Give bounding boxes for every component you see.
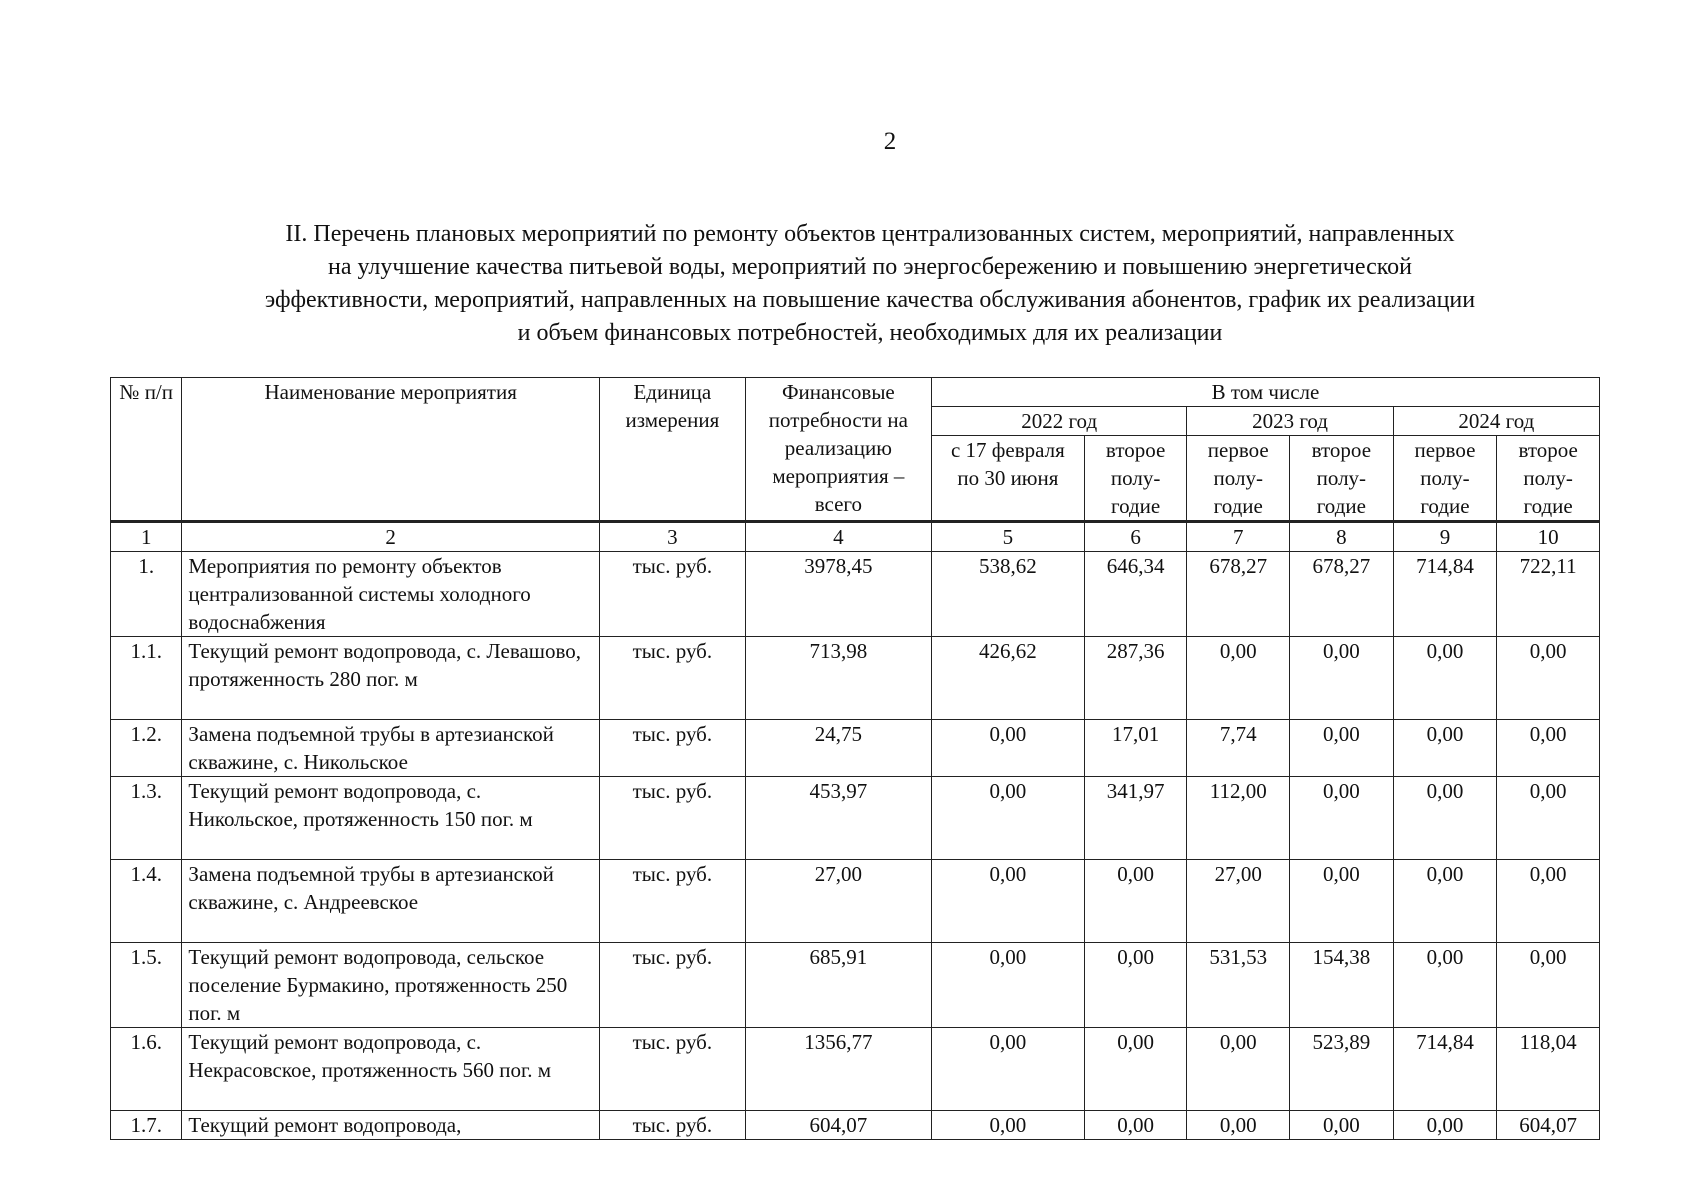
row-num: 1.7. <box>111 1111 182 1140</box>
header-year-2023: 2023 год <box>1187 407 1393 436</box>
table-row <box>111 1111 1600 1140</box>
row-value: 0,00 <box>1187 1111 1290 1140</box>
row-value: 0,00 <box>931 860 1084 943</box>
column-number: 10 <box>1497 522 1600 552</box>
row-total: 27,00 <box>745 860 931 943</box>
header-period-6: второе полу-годие <box>1497 436 1600 522</box>
row-name: Замена подъемной трубы в артезианской скважине, с. Андреевское <box>182 860 600 943</box>
row-value: 118,04 <box>1497 1028 1600 1111</box>
header-finance: Финансовые потребности на реализацию мероприятия – всего <box>745 378 931 522</box>
row-value: 0,00 <box>1497 943 1600 1028</box>
column-number-row <box>111 522 1600 552</box>
row-value: 678,27 <box>1290 552 1394 637</box>
row-total: 453,97 <box>745 777 931 860</box>
row-value: 722,11 <box>1497 552 1600 637</box>
column-number: 2 <box>182 522 600 552</box>
header-period-1: с 17 февраля по 30 июня <box>931 436 1084 522</box>
column-number: 3 <box>599 522 745 552</box>
row-value: 0,00 <box>1290 777 1394 860</box>
row-value: 0,00 <box>1290 637 1394 720</box>
header-period-2: второе полу-годие <box>1084 436 1187 522</box>
title-line: эффективности, мероприятий, направленных на повышение качества обслуживания абонентов, график их реализации <box>264 287 1476 313</box>
row-value: 714,84 <box>1393 1028 1497 1111</box>
row-unit: тыс. руб. <box>599 943 745 1028</box>
table-row <box>111 552 1600 637</box>
table-row <box>111 860 1600 943</box>
row-value: 0,00 <box>1393 777 1497 860</box>
row-value: 27,00 <box>1187 860 1290 943</box>
row-value: 538,62 <box>931 552 1084 637</box>
section-title <box>120 218 1620 350</box>
row-unit: тыс. руб. <box>599 777 745 860</box>
header-year-2022: 2022 год <box>931 407 1187 436</box>
column-number: 7 <box>1187 522 1290 552</box>
row-value: 523,89 <box>1290 1028 1394 1111</box>
header-num: № п/п <box>111 378 182 522</box>
column-number: 9 <box>1393 522 1497 552</box>
row-value: 426,62 <box>931 637 1084 720</box>
row-unit: тыс. руб. <box>599 637 745 720</box>
row-value: 0,00 <box>1393 1111 1497 1140</box>
table-row <box>111 637 1600 720</box>
header-period-3: первое полу-годие <box>1187 436 1290 522</box>
row-value: 0,00 <box>1187 637 1290 720</box>
row-value: 0,00 <box>1497 637 1600 720</box>
row-value: 604,07 <box>1497 1111 1600 1140</box>
table-row <box>111 943 1600 1028</box>
row-total: 24,75 <box>745 720 931 777</box>
row-value: 0,00 <box>931 1111 1084 1140</box>
row-total: 3978,45 <box>745 552 931 637</box>
measures-table <box>110 377 1600 1140</box>
row-value: 0,00 <box>1497 860 1600 943</box>
header-unit: Единица измерения <box>599 378 745 522</box>
row-total: 1356,77 <box>745 1028 931 1111</box>
row-value: 112,00 <box>1187 777 1290 860</box>
row-value: 0,00 <box>931 777 1084 860</box>
row-value: 0,00 <box>1393 720 1497 777</box>
column-number: 5 <box>931 522 1084 552</box>
column-number: 1 <box>111 522 182 552</box>
header-period-4: второе полу-годие <box>1290 436 1394 522</box>
row-value: 0,00 <box>1290 1111 1394 1140</box>
row-value: 0,00 <box>1497 720 1600 777</box>
table-row <box>111 1028 1600 1111</box>
row-value: 0,00 <box>1290 720 1394 777</box>
row-num: 1.5. <box>111 943 182 1028</box>
header-year-2024: 2024 год <box>1393 407 1599 436</box>
row-num: 1. <box>111 552 182 637</box>
row-value: 0,00 <box>1393 860 1497 943</box>
title-line: II. Перечень плановых мероприятий по ремонту объектов централизованных систем, мероприятий, направленных <box>285 221 1455 247</box>
row-value: 0,00 <box>1084 1111 1187 1140</box>
header-name: Наименование мероприятия <box>182 378 600 522</box>
row-value: 0,00 <box>1393 637 1497 720</box>
row-value: 17,01 <box>1084 720 1187 777</box>
row-value: 0,00 <box>1084 943 1187 1028</box>
row-value: 0,00 <box>1084 860 1187 943</box>
row-value: 287,36 <box>1084 637 1187 720</box>
row-value: 531,53 <box>1187 943 1290 1028</box>
row-value: 0,00 <box>1084 1028 1187 1111</box>
row-unit: тыс. руб. <box>599 1028 745 1111</box>
row-value: 0,00 <box>1290 860 1394 943</box>
row-value: 0,00 <box>931 943 1084 1028</box>
column-number: 8 <box>1290 522 1394 552</box>
row-value: 0,00 <box>1187 1028 1290 1111</box>
page-number: 2 <box>883 128 897 155</box>
row-value: 714,84 <box>1393 552 1497 637</box>
row-name: Текущий ремонт водопровода, с. Никольское, протяженность 150 пог. м <box>182 777 600 860</box>
row-num: 1.2. <box>111 720 182 777</box>
column-number: 6 <box>1084 522 1187 552</box>
title-line: и объем финансовых потребностей, необходимых для их реализации <box>517 320 1223 346</box>
row-name: Замена подъемной трубы в артезианской скважине, с. Никольское <box>182 720 600 777</box>
row-value: 7,74 <box>1187 720 1290 777</box>
row-unit: тыс. руб. <box>599 720 745 777</box>
row-value: 646,34 <box>1084 552 1187 637</box>
row-value: 154,38 <box>1290 943 1394 1028</box>
column-number: 4 <box>745 522 931 552</box>
row-num: 1.4. <box>111 860 182 943</box>
row-total: 713,98 <box>745 637 931 720</box>
row-total: 685,91 <box>745 943 931 1028</box>
row-value: 678,27 <box>1187 552 1290 637</box>
row-unit: тыс. руб. <box>599 1111 745 1140</box>
row-value: 0,00 <box>1393 943 1497 1028</box>
table-row <box>111 720 1600 777</box>
row-name: Текущий ремонт водопровода, с. Левашово, протяженность 280 пог. м <box>182 637 600 720</box>
row-name: Текущий ремонт водопровода, сельское поселение Бурмакино, протяженность 250 пог. м <box>182 943 600 1028</box>
title-line: на улучшение качества питьевой воды, мероприятий по энергосбережению и повышению энергетической <box>327 254 1413 280</box>
row-value: 0,00 <box>931 720 1084 777</box>
row-name: Мероприятия по ремонту объектов централизованной системы холодного водоснабжения <box>182 552 600 637</box>
row-value: 0,00 <box>931 1028 1084 1111</box>
row-num: 1.6. <box>111 1028 182 1111</box>
row-total: 604,07 <box>745 1111 931 1140</box>
row-unit: тыс. руб. <box>599 552 745 637</box>
row-value: 341,97 <box>1084 777 1187 860</box>
row-unit: тыс. руб. <box>599 860 745 943</box>
row-value: 0,00 <box>1497 777 1600 860</box>
header-period-5: первое полу-годие <box>1393 436 1497 522</box>
table-row <box>111 777 1600 860</box>
row-name: Текущий ремонт водопровода, <box>182 1111 600 1140</box>
row-name: Текущий ремонт водопровода, с. Некрасовское, протяженность 560 пог. м <box>182 1028 600 1111</box>
row-num: 1.1. <box>111 637 182 720</box>
header-including: В том числе <box>931 378 1599 407</box>
row-num: 1.3. <box>111 777 182 860</box>
